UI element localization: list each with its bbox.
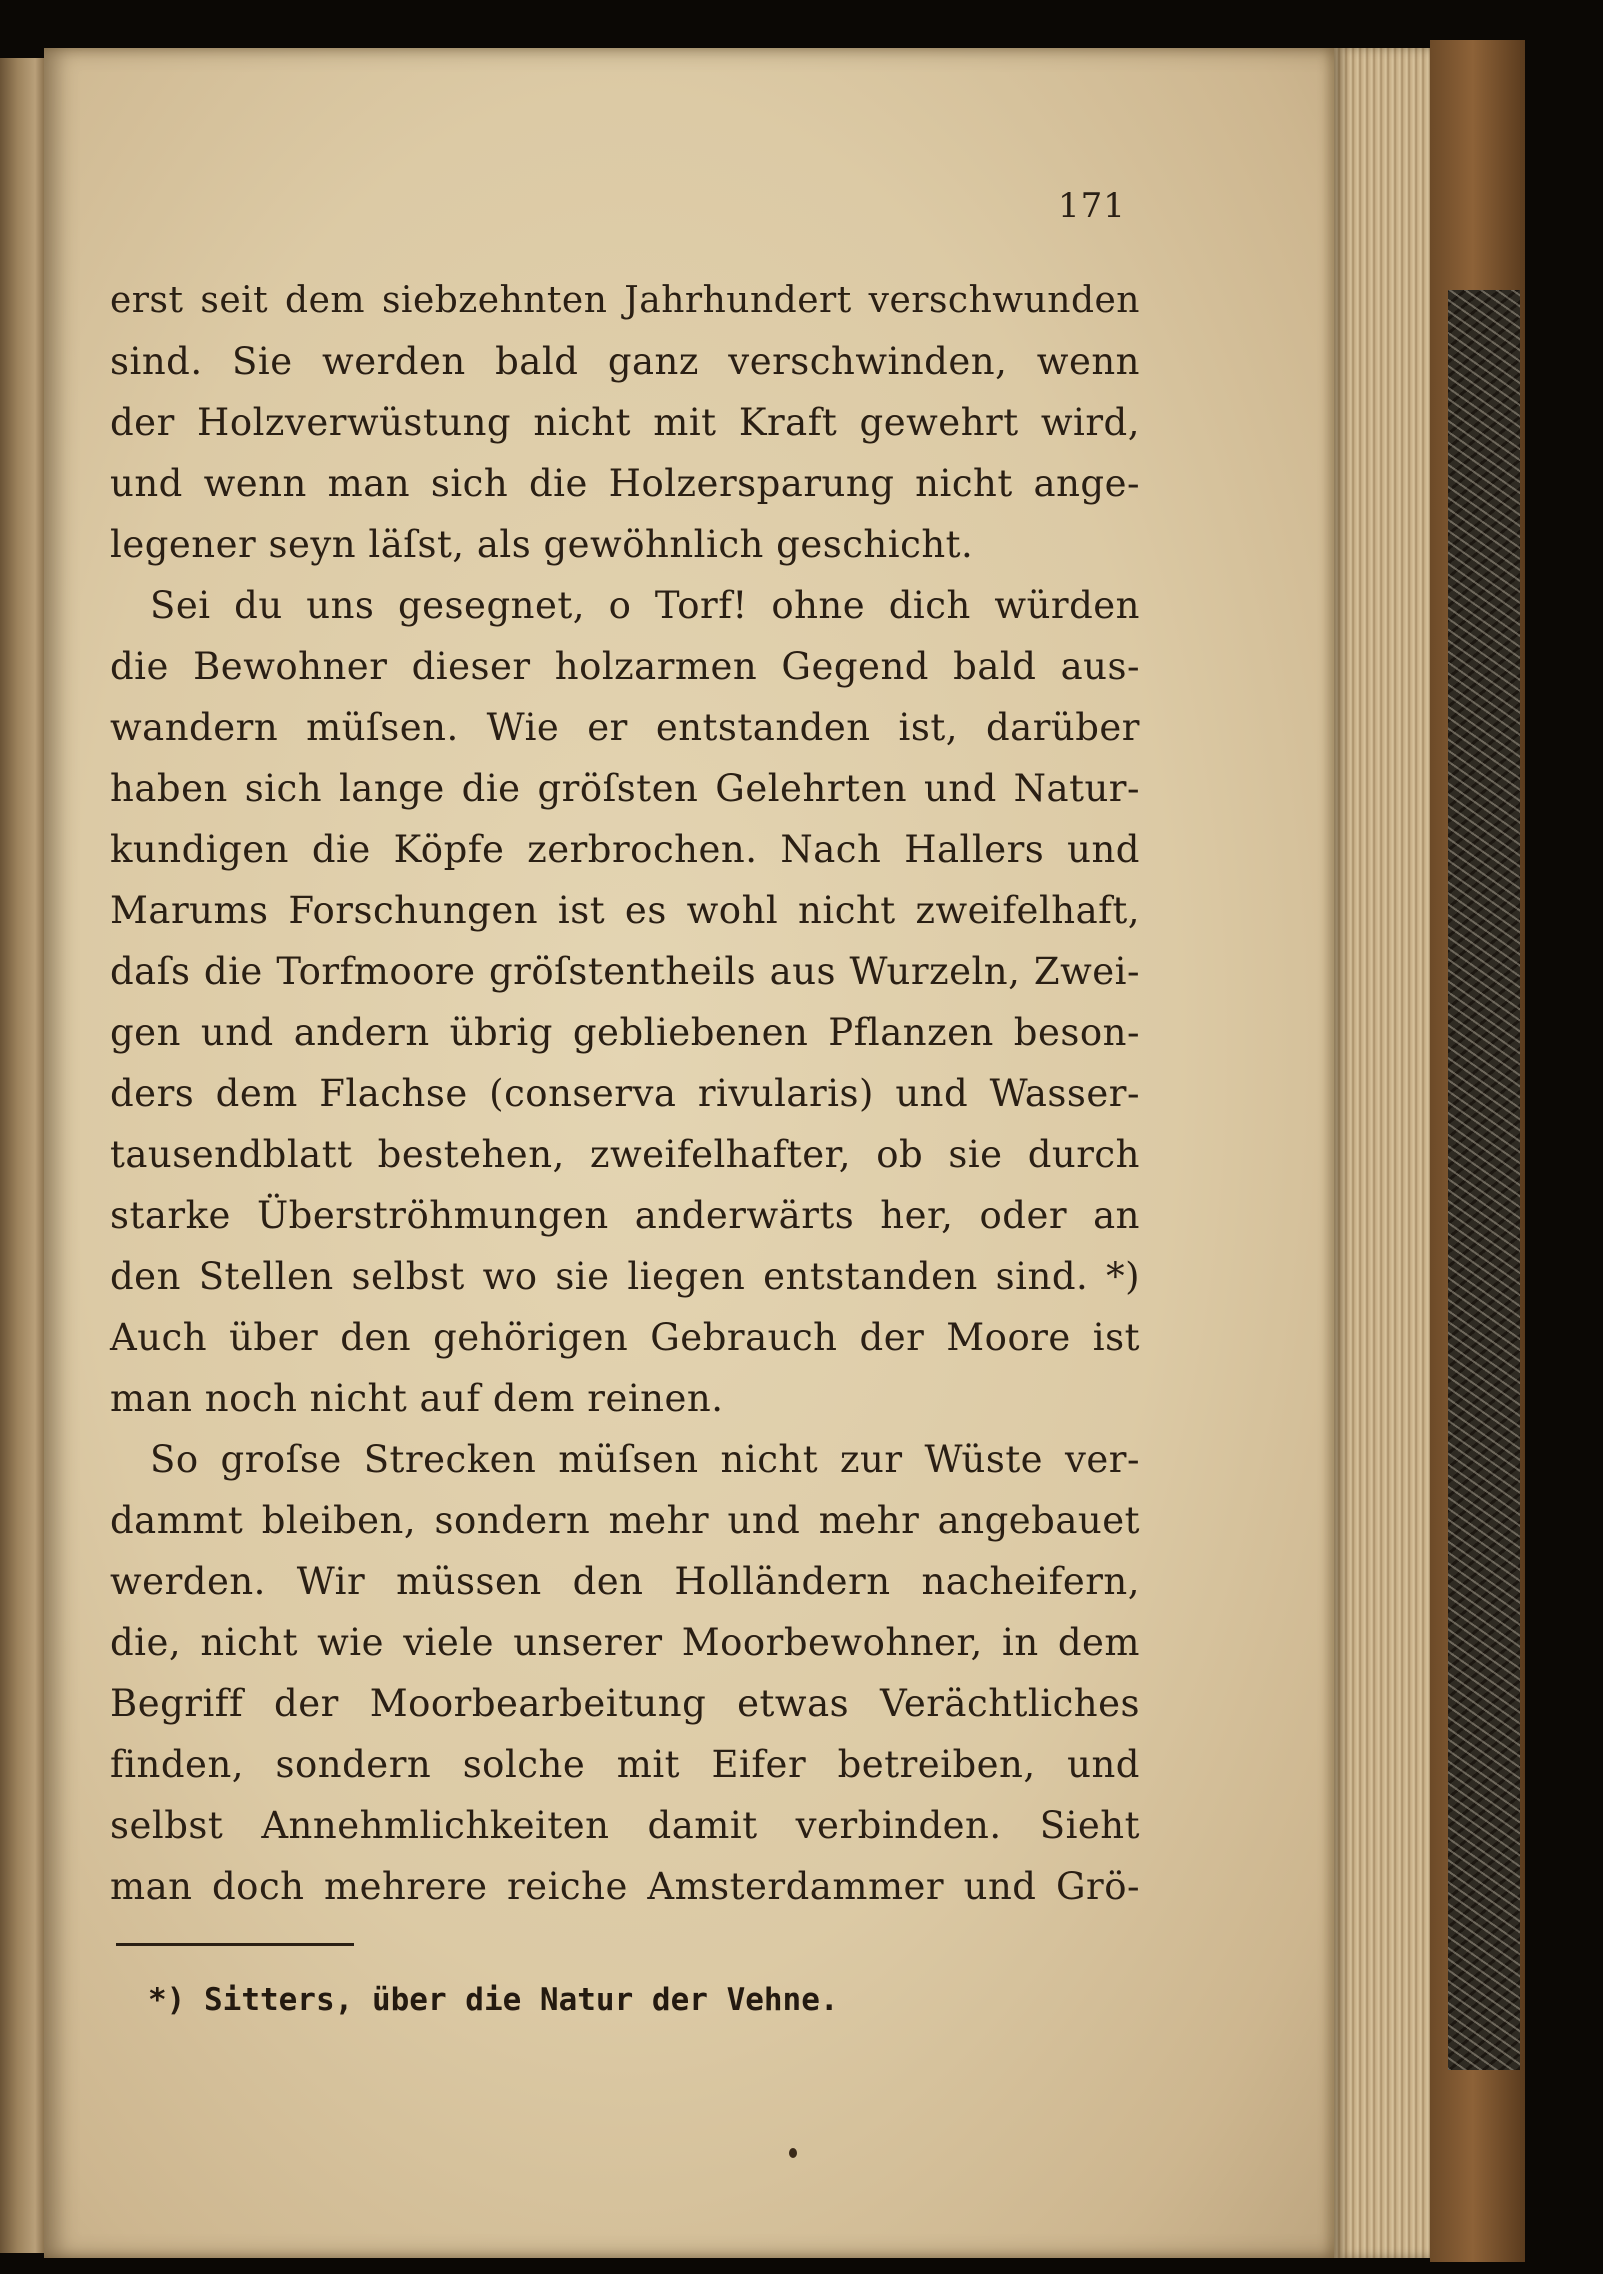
text-line: starke Überströhmungen anderwärts her, oder an bbox=[110, 1194, 1140, 1237]
text-line: die Bewohner dieser holzarmen Gegend bald aus- bbox=[110, 645, 1140, 688]
page-number: 171 bbox=[1058, 186, 1126, 226]
text-line: dammt bleiben, sondern mehr und mehr angebauet bbox=[110, 1499, 1140, 1542]
text-line: den Stellen selbst wo sie liegen entstanden sind. *) bbox=[110, 1255, 1140, 1298]
text-line: man doch mehrere reiche Amsterdammer und Grö- bbox=[110, 1865, 1140, 1908]
text-line: wandern müſsen. Wie er entstanden ist, darüber bbox=[110, 706, 1140, 749]
text-line: Auch über den gehörigen Gebrauch der Moore ist bbox=[110, 1316, 1140, 1359]
text-line: man noch nicht auf dem reinen. bbox=[110, 1377, 724, 1420]
text-line: ders dem Flachse (conserva rivularis) und Wasser- bbox=[110, 1072, 1140, 1115]
body-text bbox=[110, 270, 1140, 1917]
previous-page-edge bbox=[0, 58, 44, 2253]
text-line: Sei du uns gesegnet, o Torf! ohne dich würden bbox=[150, 584, 1140, 627]
text-line: gen und andern übrig gebliebenen Pflanzen beson- bbox=[110, 1011, 1140, 1054]
page-edges bbox=[1334, 48, 1430, 2258]
text-line: Begriff der Moorbearbeitung etwas Verächtliches bbox=[110, 1682, 1140, 1725]
text-line: die, nicht wie viele unserer Moorbewohner, in dem bbox=[110, 1621, 1140, 1664]
text-line: legener seyn läſst, als gewöhnlich geschicht. bbox=[110, 523, 974, 566]
footnote-rule bbox=[116, 1943, 354, 1946]
text-line: selbst Annehmlichkeiten damit verbinden. Sieht bbox=[110, 1804, 1140, 1847]
text-line: Marums Forschungen ist es wohl nicht zweifelhaft, bbox=[110, 889, 1140, 932]
text-line: werden. Wir müssen den Holländern nacheifern, bbox=[110, 1560, 1140, 1603]
text-line: So groſse Strecken müſsen nicht zur Wüste ver- bbox=[150, 1438, 1140, 1481]
text-line: und wenn man sich die Holzersparung nicht ange- bbox=[110, 462, 1140, 505]
text-line: sind. Sie werden bald ganz verschwinden, wenn bbox=[110, 340, 1140, 383]
text-line: finden, sondern solche mit Eifer betreiben, und bbox=[110, 1743, 1140, 1786]
text-line: tausendblatt bestehen, zweifelhafter, ob sie durch bbox=[110, 1133, 1140, 1176]
text-line: haben sich lange die gröſsten Gelehrten und Natur- bbox=[110, 767, 1140, 810]
text-line: daſs die Torfmoore gröſstentheils aus Wurzeln, Zwei- bbox=[110, 950, 1140, 993]
text-line: der Holzverwüstung nicht mit Kraft gewehrt wird, bbox=[110, 401, 1140, 444]
text-line: erst seit dem siebzehnten Jahrhundert verschwunden bbox=[110, 280, 1140, 321]
footnote: *) Sitters, über die Natur der Vehne. bbox=[148, 1982, 839, 2018]
ink-speck bbox=[789, 2148, 797, 2158]
marbled-endpaper bbox=[1448, 290, 1520, 2070]
text-line: kundigen die Köpfe zerbrochen. Nach Hallers und bbox=[110, 828, 1140, 871]
